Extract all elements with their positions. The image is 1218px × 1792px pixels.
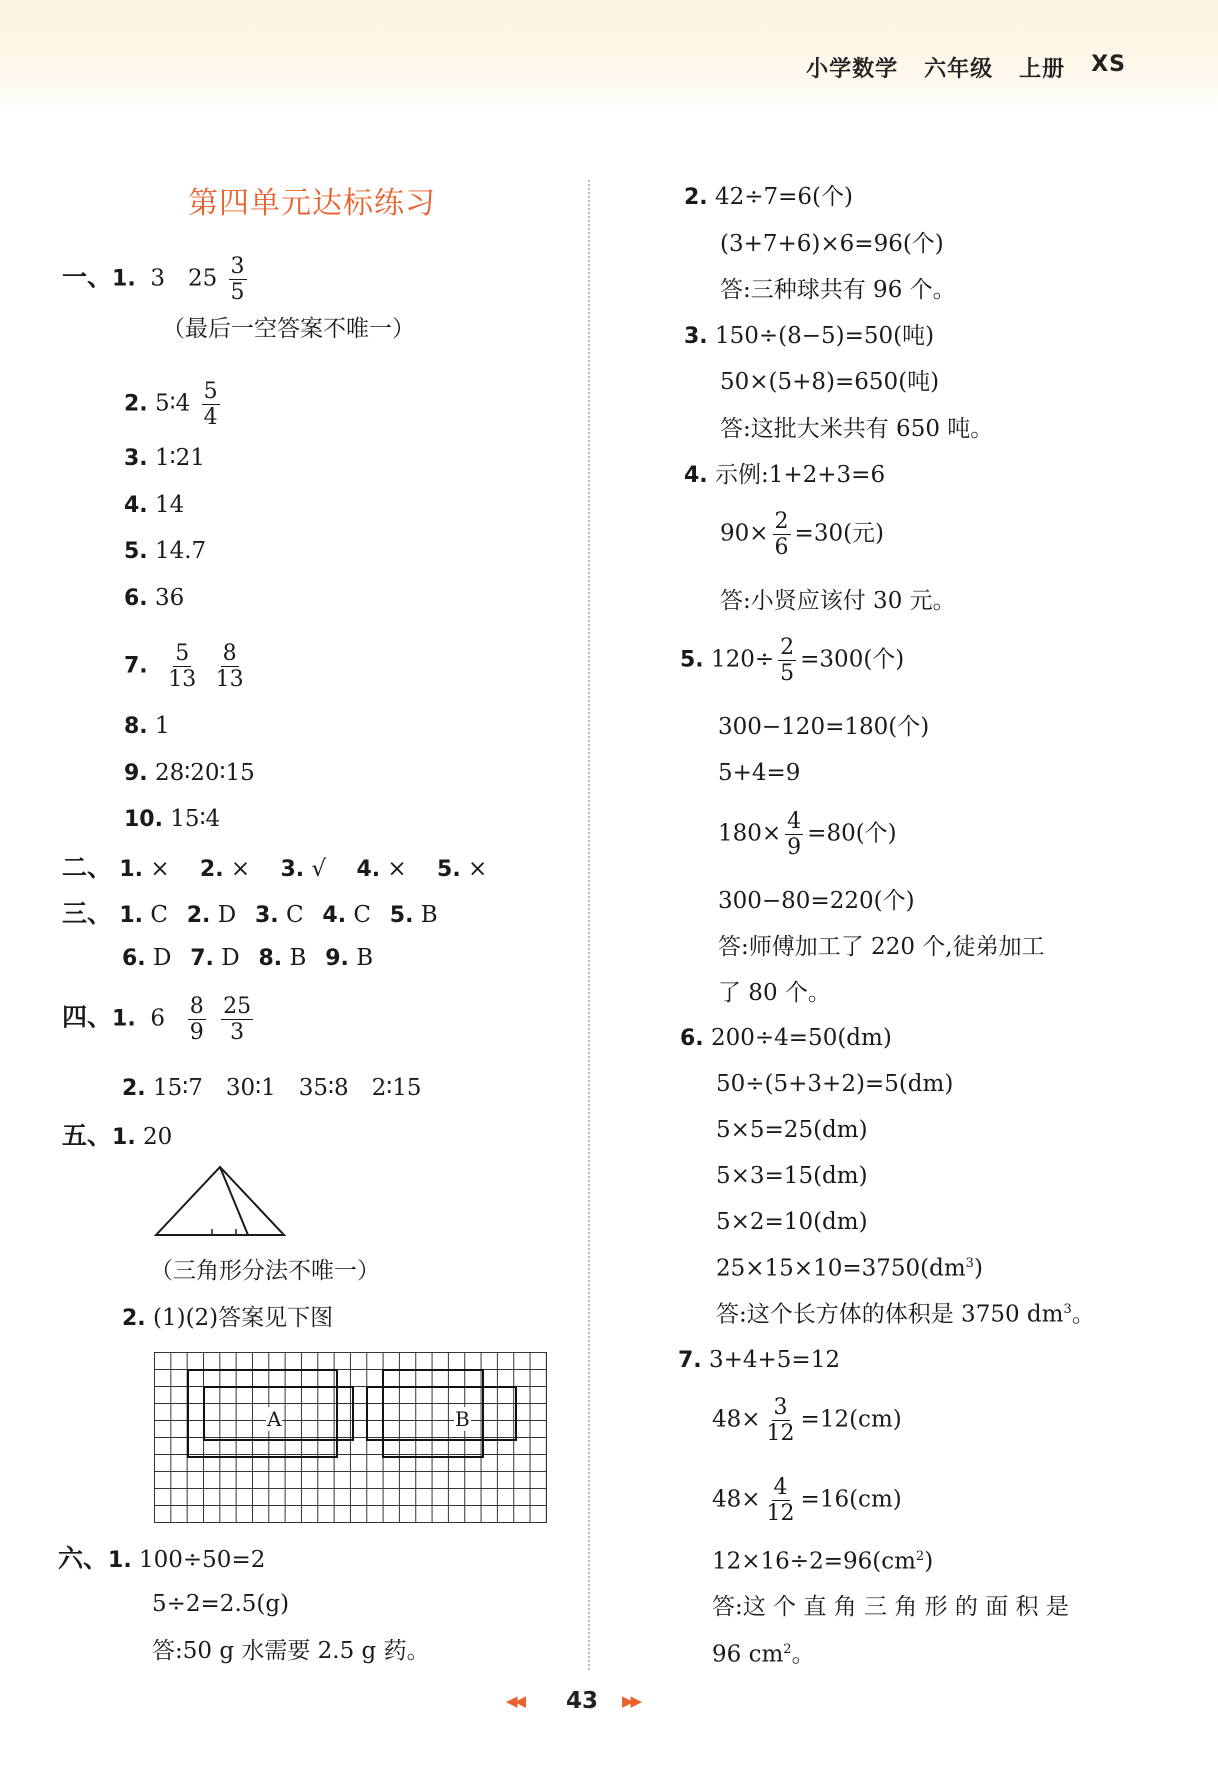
fraction: $\frac{2}{6}$: [774, 509, 789, 561]
right-q5-answer: 答:师傅加工了 220 个,徒弟加工: [718, 934, 1045, 960]
right-q3-answer: 答:这批大米共有 650 吨。: [720, 416, 994, 442]
right-q5-step2: 300−120=180(个): [718, 714, 930, 740]
right-q6-step6: $25\times 15\times 10=3750(dm^3)$: [716, 1255, 983, 1282]
right-q7: 7. 3+4+5=12: [678, 1347, 840, 1373]
fraction: $\frac{4}{12}$: [766, 1475, 795, 1527]
section-1-q9: 9. 28∶20∶15: [124, 760, 255, 786]
section-4-q1: 四、1. 6 $\frac{8}{9}$ $\frac{25}{3}$: [62, 994, 252, 1046]
section-3-row2: 6. D 7. D 8. B 9. B: [122, 945, 374, 971]
right-q4-step2: 90× $\frac{2}{6}$ =30(元): [720, 509, 885, 561]
section-1-q8: 8. 1: [124, 713, 170, 739]
fraction: $\frac{25}{3}$: [223, 994, 252, 1046]
header-edition: XS: [1091, 52, 1126, 77]
section-6-q1-step2: 5÷2=2.5(g): [152, 1591, 290, 1617]
right-q5: 5. 120÷ $\frac{2}{5}$ =300(个): [680, 635, 905, 687]
right-q6-step5: 5×2=10(dm): [716, 1209, 868, 1235]
fraction: $\frac{3}{12}$: [766, 1395, 795, 1447]
fraction: $\frac{5}{4}$: [203, 379, 218, 431]
right-q5-step4: 180× $\frac{4}{9}$ =80(个): [718, 809, 897, 861]
right-q6-answer: 答:这个长方体的体积是 3750 $dm^3$。: [716, 1301, 1095, 1328]
section-1-q2: 2. 5∶4 $\frac{5}{4}$: [124, 379, 218, 431]
section-1-q10: 10. 15∶4: [124, 806, 221, 832]
right-q7-answer: 答:这 个 直 角 三 角 形 的 面 积 是: [712, 1594, 1069, 1620]
right-q7-step2: 48× $\frac{3}{12}$ =12(cm): [712, 1395, 902, 1447]
fraction: $\frac{3}{5}$: [230, 254, 245, 306]
note-answer-not-unique: （最后一空答案不唯一）: [162, 316, 415, 342]
header-volume: 上册: [1019, 57, 1066, 82]
section-6-q1-answer: 答:50 g 水需要 2.5 g 药。: [152, 1638, 430, 1664]
section-1-q6: 6. 36: [124, 585, 185, 611]
fraction: $\frac{8}{13}$: [215, 641, 244, 693]
section-6-q1: 六、1. 100÷50=2: [58, 1544, 266, 1573]
right-q6-step2: 50÷(5+3+2)=5(dm): [716, 1071, 954, 1097]
right-q7-step3: 48× $\frac{4}{12}$ =16(cm): [712, 1475, 902, 1527]
fraction: $\frac{8}{9}$: [189, 994, 204, 1046]
page-title: 第四单元达标练习: [188, 186, 436, 221]
right-q3: 3. 150÷(8−5)=50(吨): [684, 323, 935, 349]
right-q2-step2: (3+7+6)×6=96(个): [720, 231, 944, 257]
header-subject: 小学数学: [806, 57, 899, 82]
right-q4: 4. 示例:1+2+3=6: [684, 462, 886, 488]
grid-label-a: A: [267, 1407, 282, 1431]
note-triangle-division: （三角形分法不唯一）: [150, 1258, 380, 1284]
right-q5-step5: 300−80=220(个): [718, 888, 915, 914]
section-1-q1: 一、1. 3 25 $\frac{3}{5}$: [62, 254, 245, 306]
section-1-q5: 5. 14.7: [124, 538, 207, 564]
rectangle-a-inner: [187, 1369, 338, 1458]
prev-arrow-icon: ◀◀: [506, 1692, 524, 1710]
section-1-q3: 3. 1∶21: [124, 445, 205, 471]
right-q6-step3: 5×5=25(dm): [716, 1117, 868, 1143]
answer-grid: [154, 1352, 547, 1523]
fraction: $\frac{2}{5}$: [780, 635, 795, 687]
right-q7-step4: $12\times 16\div 2=96(cm^2)$: [712, 1548, 934, 1575]
header-grade: 六年级: [924, 57, 994, 82]
section-1-q4: 4. 14: [124, 492, 185, 518]
right-q6: 6. 200÷4=50(dm): [680, 1025, 892, 1051]
right-q5-step3: 5+4=9: [718, 760, 801, 786]
right-q4-answer: 答:小贤应该付 30 元。: [720, 588, 956, 614]
section-5-q1: 五、1. 20: [62, 1121, 173, 1150]
right-q5-answer-cont: 了 80 个。: [718, 980, 831, 1006]
column-divider: [588, 180, 590, 1670]
fraction: $\frac{5}{13}$: [168, 641, 197, 693]
grid-label-b: B: [455, 1407, 470, 1431]
page-number: 43: [566, 1688, 599, 1714]
section-1-q7: 7. $\frac{5}{13}$ $\frac{8}{13}$: [124, 641, 244, 693]
section-3-row1: 三、 1. C 2. D 3. C 4. C 5. B: [62, 899, 438, 928]
next-arrow-icon: ▶▶: [622, 1692, 640, 1710]
section-5-q2: 2. (1)(2)答案见下图: [122, 1305, 334, 1331]
triangle-diagram: [150, 1163, 290, 1241]
right-q2-answer: 答:三种球共有 96 个。: [720, 277, 956, 303]
right-q2: 2. 42÷7=6(个): [684, 184, 854, 210]
section-4-q2: 2. 15∶7 30∶1 35∶8 2∶15: [122, 1075, 422, 1101]
right-q7-answer-cont: 96 $cm^2$。: [712, 1641, 815, 1668]
fraction: $\frac{4}{9}$: [787, 809, 802, 861]
section-2-row: 二、 1. × 2. × 3. √ 4. × 5. ×: [62, 853, 488, 882]
book-header: [806, 52, 1126, 83]
right-q6-step4: 5×3=15(dm): [716, 1163, 868, 1189]
right-q3-step2: 50×(5+8)=650(吨): [720, 369, 940, 395]
